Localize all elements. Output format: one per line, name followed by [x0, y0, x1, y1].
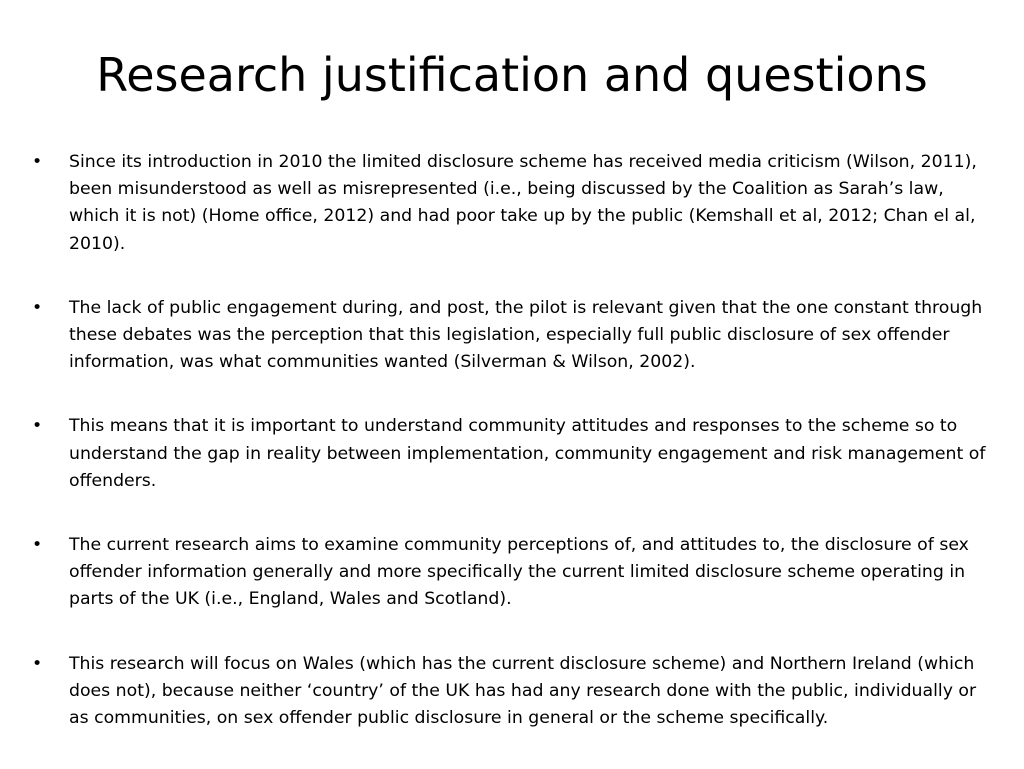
bullet-text: The current research aims to examine community perceptions of, and attitudes to, the disclosure of sex offender information generally and more specifically the current limited disclosure scheme operating in parts of the UK (i.e., England, Wales and Scotland). [69, 535, 969, 610]
bullet-dot-icon: • [32, 297, 43, 318]
bullet-text: This research will focus on Wales (which has the current disclosure scheme) and Northern Ireland (which does not), because neither ‘country’ of the UK has had any research done with the public, individually or as communities, on sex offender public disclosure in general or the scheme specifically. [69, 653, 977, 729]
slide-title: Research justification and questions [96, 48, 928, 102]
bullet-dot-icon: • [32, 535, 43, 556]
bullet-list [32, 149, 994, 769]
bullet-text: Since its introduction in 2010 the limited disclosure scheme has received media criticism (Wilson, 2011), been misunderstood as well as misrepresented (i.e., being discussed by the Coalition as Sarah’s law, which it is not) (Home office, 2012) and had poor take up by the public (Kemshall et al, 2012; Chan el al, 2010). [69, 152, 977, 254]
bullet-text: This means that it is important to understand community attitudes and responses to the scheme so to understand the gap in reality between implementation, community engagement and risk management of offenders. [69, 416, 986, 491]
bullet-item [32, 295, 994, 377]
bullet-text: The lack of public engagement during, and post, the pilot is relevant given that the one constant through these debates was the perception that this legislation, especially full public disclosure of sex offender information, was what communities wanted (Silverman & Wilson, 2002). [69, 297, 983, 373]
bullet-item [32, 532, 994, 614]
bullet-item [32, 149, 994, 258]
bullet-dot-icon: • [32, 416, 43, 437]
bullet-dot-icon: • [32, 653, 43, 674]
bullet-item [32, 413, 994, 495]
bullet-item [32, 651, 994, 733]
bullet-dot-icon: • [32, 152, 43, 172]
